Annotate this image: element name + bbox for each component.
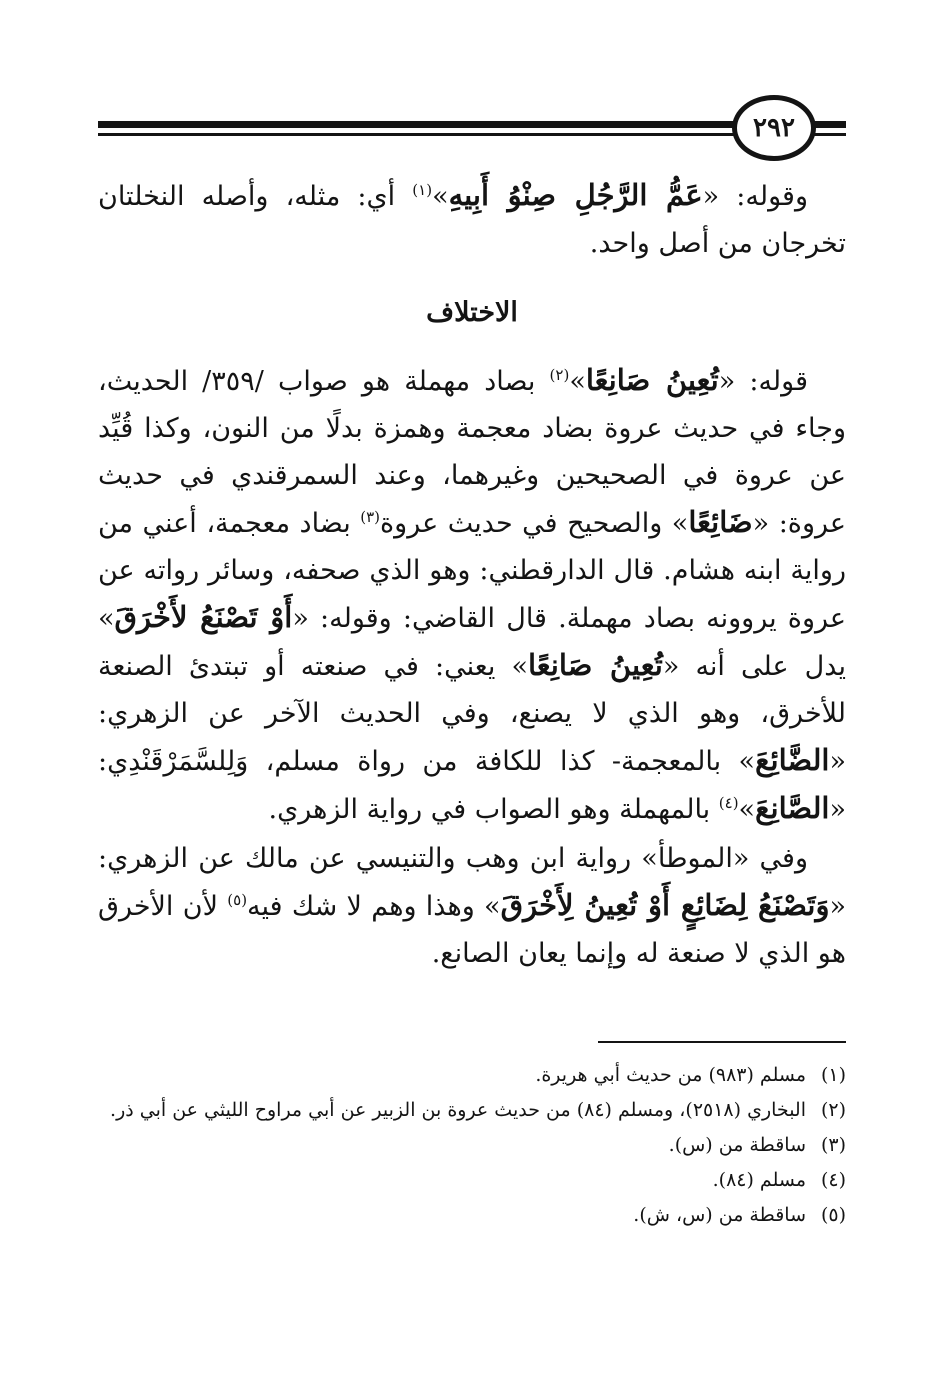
text-run: أي: مثله، وأصله النخلتان تخرجان من أصل واحد. — [98, 181, 846, 259]
footnote-ref: (٥) — [227, 891, 248, 909]
hadith-quote: عَمُّ الرَّجُلِ صِنْوُ أَبِيهِ — [448, 178, 703, 212]
footnotes — [98, 1058, 846, 1233]
text-run: بالمهملة وهو الصواب في رواية الزهري. — [268, 794, 719, 825]
text-run: » بالمعجمة- كذا للكافة من رواة مسلم، وَلِلسَّمَرْقَنْدِي: « — [98, 746, 846, 825]
paragraph-1 — [98, 172, 846, 267]
text-run: بصاد مهملة هو صواب /٣٥٩/ الحديث، وجاء في حديث عروة بضاد معجمة وهمزة بدلًا من النون، وكذا قُيِّد عن عروة في الصحيحين وغيرهما، وعند السمرقندي في حديث عروة: « — [98, 366, 846, 539]
footnote-item — [98, 1163, 846, 1198]
footnote-item — [98, 1128, 846, 1163]
section-heading: الاختلاف — [426, 297, 518, 328]
header-rule-right-thick — [812, 121, 846, 128]
hadith-quote: ضَائِعًا — [688, 505, 753, 539]
footnote-text: ساقطة من (س). — [668, 1134, 806, 1156]
text-run: لأن الأخرق هو الذي لا صنعة له وإنما يعان الصانع. — [98, 891, 846, 969]
hadith-quote: الصَّانِعَ — [755, 791, 830, 825]
header-rule-thin — [98, 133, 738, 136]
footnote-ref: (٢) — [549, 366, 570, 384]
footnote-item — [98, 1058, 846, 1093]
paragraph-2 — [98, 357, 846, 833]
text-run: » يعني: في صنعته أو تبتدئ الصنعة للأخرق، وهو الذي لا يصنع، وفي الحديث الآخر عن الزهري: « — [98, 651, 846, 777]
text-run: » يدل على أنه « — [98, 603, 846, 682]
hadith-quote: تُعِينُ صَانِعًا — [585, 363, 719, 397]
text-run: » والصحيح في حديث عروة — [380, 508, 689, 539]
footnote-item — [98, 1198, 846, 1233]
footnote-number: (٤) — [820, 1169, 846, 1191]
footnote-separator — [598, 1041, 846, 1043]
text-run: » وهذا وهم لا شك فيه — [247, 891, 501, 922]
footnote-ref: (٣) — [360, 508, 381, 526]
footnote-number: (١) — [820, 1064, 846, 1086]
footnote-text: مسلم (٩٨٣) من حديث أبي هريرة. — [535, 1064, 806, 1086]
text-run: » — [738, 794, 756, 825]
main-text — [98, 172, 846, 977]
footnote-number: (٢) — [820, 1099, 846, 1121]
footnote-ref: (١) — [412, 181, 433, 199]
page-header — [0, 0, 952, 170]
header-rule-thick — [98, 121, 738, 128]
paragraph-3 — [98, 835, 846, 977]
text-run: بضاد معجمة، أعني من رواية ابنه هشام. قال الدارقطني: وهو الذي صحفه، وسائر رواته عن عروة يروونه بصاد مهملة. قال القاضي: وقوله: « — [98, 508, 846, 634]
text-run: وقوله: « — [702, 181, 809, 212]
text-run: » — [432, 181, 449, 212]
hadith-quote: وَتَصْنَعُ لِضَائِعٍ أَوْ تُعِينُ لِأَخْرَقَ — [500, 888, 830, 922]
footnote-number: (٥) — [820, 1204, 846, 1226]
page-number: ٢٩٢ — [753, 113, 795, 143]
footnote-text: البخاري (٢٥١٨)، ومسلم (٨٤) من حديث عروة بن الزبير عن أبي مراوح الليثي عن أبي ذر. — [110, 1099, 806, 1121]
footnote-text: مسلم (٨٤). — [712, 1169, 806, 1191]
hadith-quote: أَوْ تَصْنَعُ لأَخْرَقَ — [114, 600, 293, 634]
text-run: قوله: « — [718, 366, 808, 397]
text-run: وفي «الموطأ» رواية ابن وهب والتنيسي عن مالك عن الزهري: « — [98, 843, 846, 922]
footnote-text: ساقطة من (س، ش). — [633, 1204, 806, 1226]
footnote-ref: (٤) — [718, 794, 739, 812]
footnote-number: (٣) — [820, 1134, 846, 1156]
header-rule-right-thin — [812, 133, 846, 136]
hadith-quote: تُعِينُ صَانِعًا — [527, 648, 663, 682]
page-number-oval — [732, 95, 816, 161]
text-run: » — [569, 366, 586, 397]
footnote-item — [98, 1093, 846, 1128]
hadith-quote: الضَّائِعَ — [755, 743, 830, 777]
